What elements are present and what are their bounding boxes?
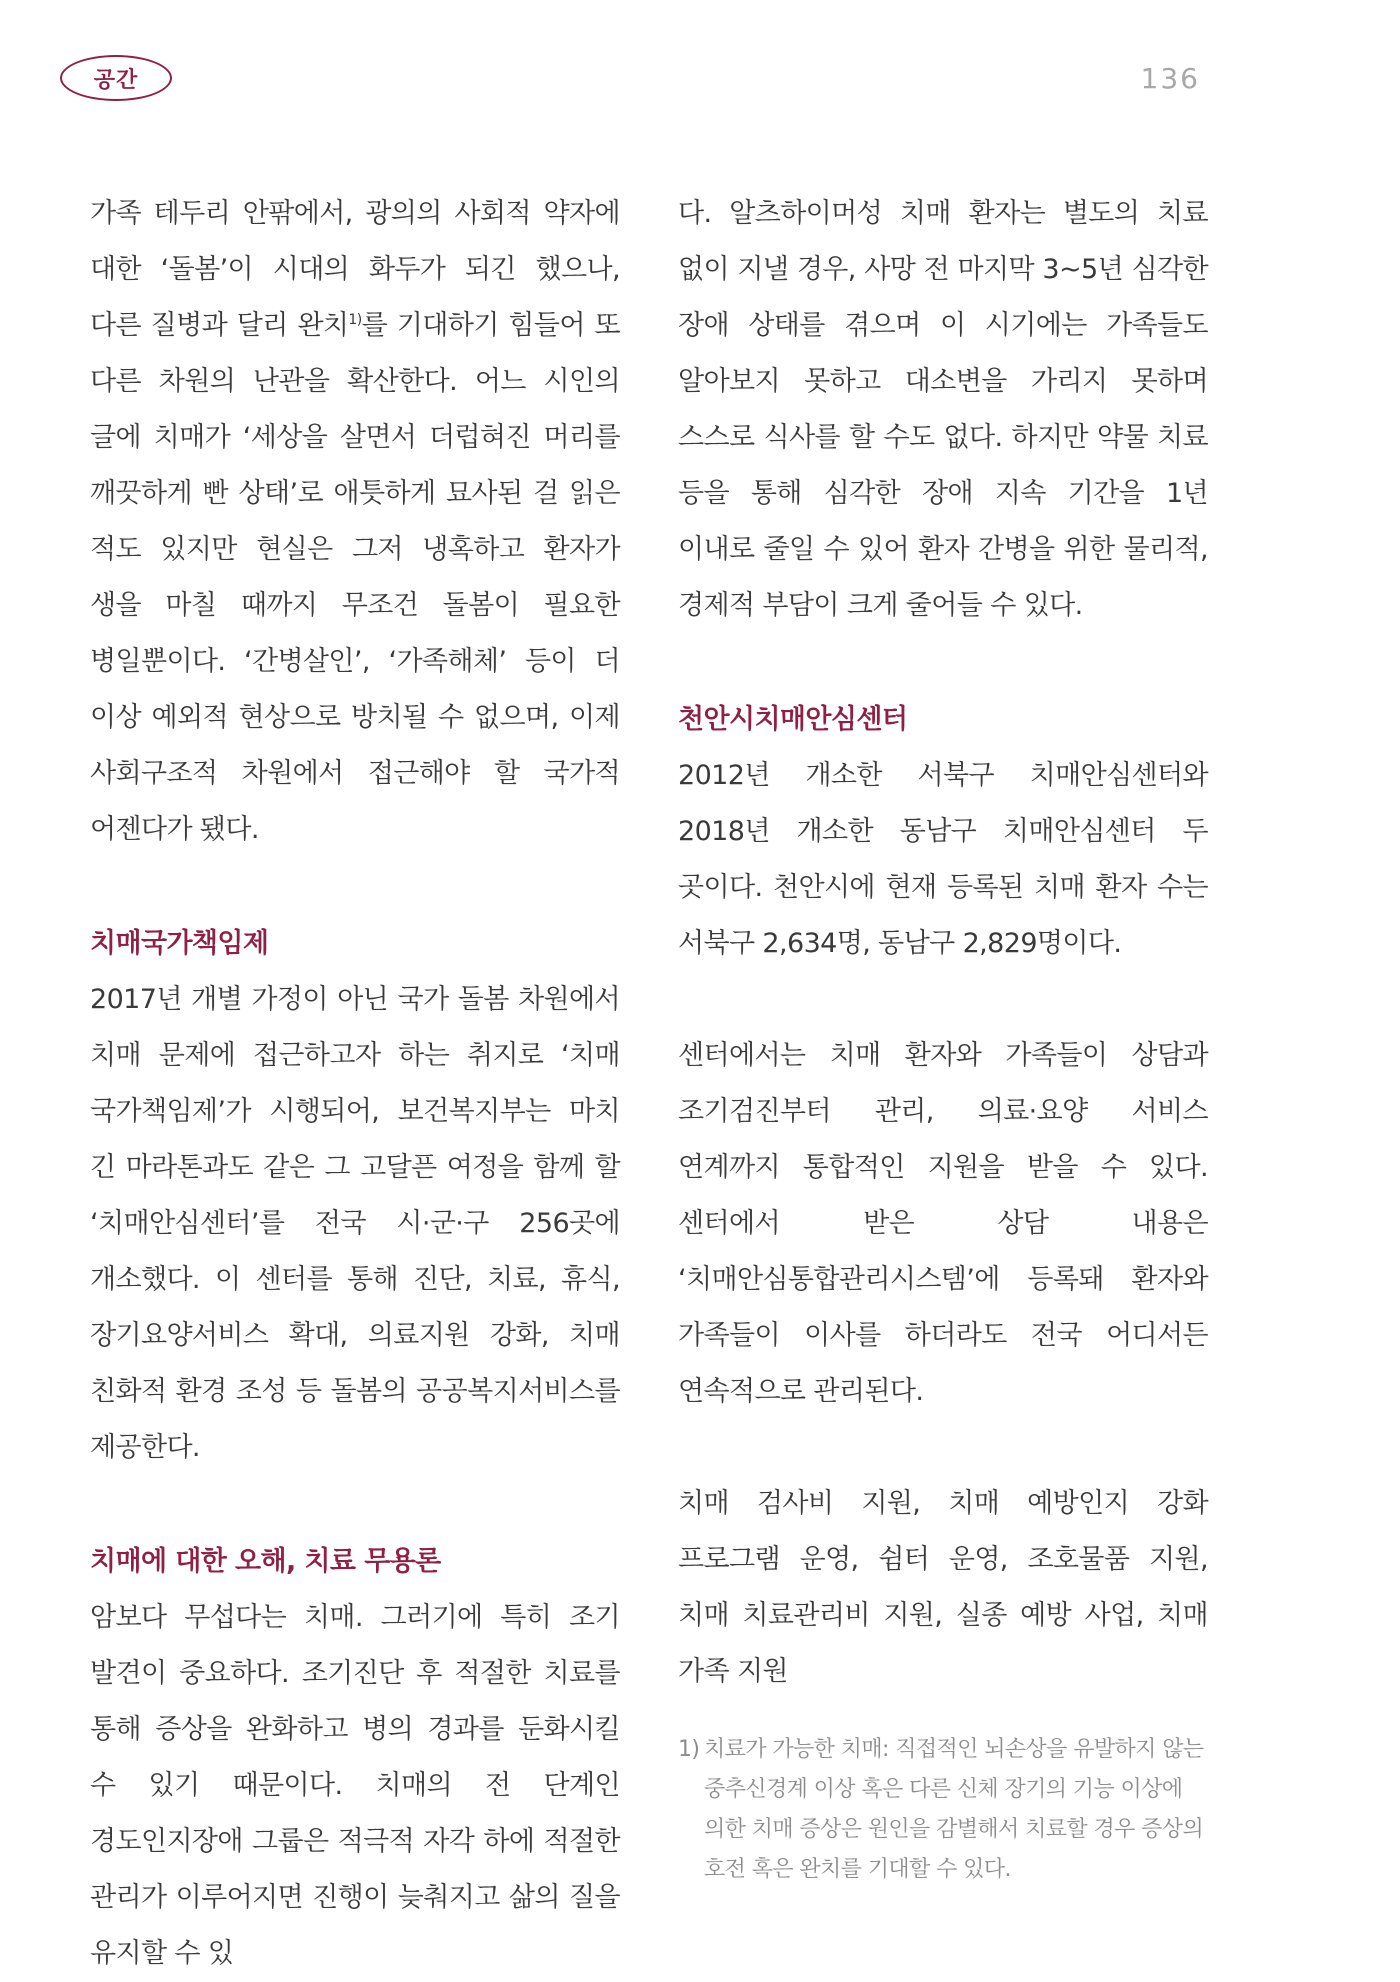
right-column [678, 186, 1208, 1890]
spacer [678, 634, 1208, 692]
footnote-text: 치료가 가능한 치매: 직접적인 뇌손상을 유발하지 않는 중추신경계 이상 혹은 다른 신체 장기의 기능 이상에 의한 치매 증상은 원인을 감별해서 치료할 경우 증상의 호전 혹은 완치를 기대할 수 있다. [704, 1737, 1204, 1882]
continuation-paragraph: 다. 알츠하이머성 치매 환자는 별도의 치료 없이 지낼 경우, 사망 전 마지막 3~5년 심각한 장애 상태를 겪으며 이 시기에는 가족들도 알아보지 못하고 대소변을 가리지 못하며 스스로 식사를 할 수도 없다. 하지만 약물 치료 등을 통해 심각한 장애 지속 기간을 1년 이내로 줄일 수 있어 환자 간병을 위한 물리적, 경제적 부담이 크게 줄어들 수 있다. [678, 198, 1208, 621]
center-services-paragraph: 센터에서는 치매 환자와 가족들이 상담과 조기검진부터 관리, 의료·요양 서비스 연계까지 통합적인 지원을 받을 수 있다. 센터에서 받은 상담 내용은 ‘치매안심통합관리시스템’에 등록돼 환자와 가족들이 이사를 하더라도 전국 어디서든 연속적으로 관리된다. [678, 1040, 1208, 1407]
section-heading-national-responsibility: 치매국가책임제 [90, 928, 269, 959]
spacer [678, 972, 1208, 1028]
section-heading-cheonan-center: 천안시치매안심센터 [678, 704, 908, 735]
footnote-reference: 1) [348, 312, 362, 328]
page-number: 136 [1140, 62, 1200, 95]
spacer [678, 1420, 1208, 1476]
spacer [90, 858, 620, 916]
support-programs-paragraph: 치매 검사비 지원, 치매 예방인지 강화 프로그램 운영, 쉼터 운영, 조호물품 지원, 치매 치료관리비 지원, 실종 예방 사업, 치매 가족 지원 [678, 1488, 1208, 1687]
spacer [90, 1476, 620, 1534]
footnote-mark: 1) [678, 1737, 700, 1762]
intro-text-after: 를 기대하기 힘들어 또 다른 차원의 난관을 확산한다. 어느 시인의 글에 치매가 ‘세상을 살면서 더럽혀진 머리를 깨끗하게 빤 상태’로 애틋하게 묘사된 걸 읽은 적도 있지만 현실은 그저 냉혹하고 환자가 생을 마칠 때까지 무조건 돌봄이 필요한 병일뿐이다. ‘간병살인’, ‘가족해체’ 등이 더 이상 예외적 현상으로 방치될 수 없으며, 이제 사회구조적 차원에서 접근해야 할 국가적 어젠다가 됐다. [90, 310, 620, 845]
section-tag-label: 공간 [93, 67, 139, 93]
national-responsibility-paragraph: 2017년 개별 가정이 아닌 국가 돌봄 차원에서 치매 문제에 접근하고자 하는 취지로 ‘치매 국가책임제’가 시행되어, 보건복지부는 마치 긴 마라톤과도 같은 그 고달픈 여정을 함께 할 ‘치매안심센터’를 전국 시·군·구 256곳에 개소했다. 이 센터를 통해 진단, 치료, 휴식, 장기요양서비스 확대, 의료지원 강화, 치매 친화적 환경 조성 등 돌봄의 공공복지서비스를 제공한다. [90, 984, 620, 1463]
left-column [90, 186, 620, 1982]
footnote [678, 1730, 1208, 1890]
center-overview-paragraph: 2012년 개소한 서북구 치매안심센터와 2018년 개소한 동남구 치매안심센터 두 곳이다. 천안시에 현재 등록된 치매 환자 수는 서북구 2,634명, 동남구 2,829명이다. [678, 760, 1208, 959]
intro-paragraph [90, 186, 620, 858]
section-heading-misconception: 치매에 대한 오해, 치료 무용론 [90, 1546, 441, 1577]
intro-text-before: 가족 테두리 안팎에서, 광의의 사회적 약자에 대한 ‘돌봄’이 시대의 화두가 되긴 했으나, 다른 질병과 달리 완치 [90, 198, 620, 341]
misconception-paragraph: 암보다 무섭다는 치매. 그러기에 특히 조기 발견이 중요하다. 조기진단 후 적절한 치료를 통해 증상을 완화하고 병의 경과를 둔화시킬 수 있기 때문이다. 치매의 전 단계인 경도인지장애 그룹은 적극적 자각 하에 적절한 관리가 이루어지면 진행이 늦춰지고 삶의 질을 유지할 수 있 [90, 1602, 620, 1969]
section-tag [60, 55, 172, 101]
